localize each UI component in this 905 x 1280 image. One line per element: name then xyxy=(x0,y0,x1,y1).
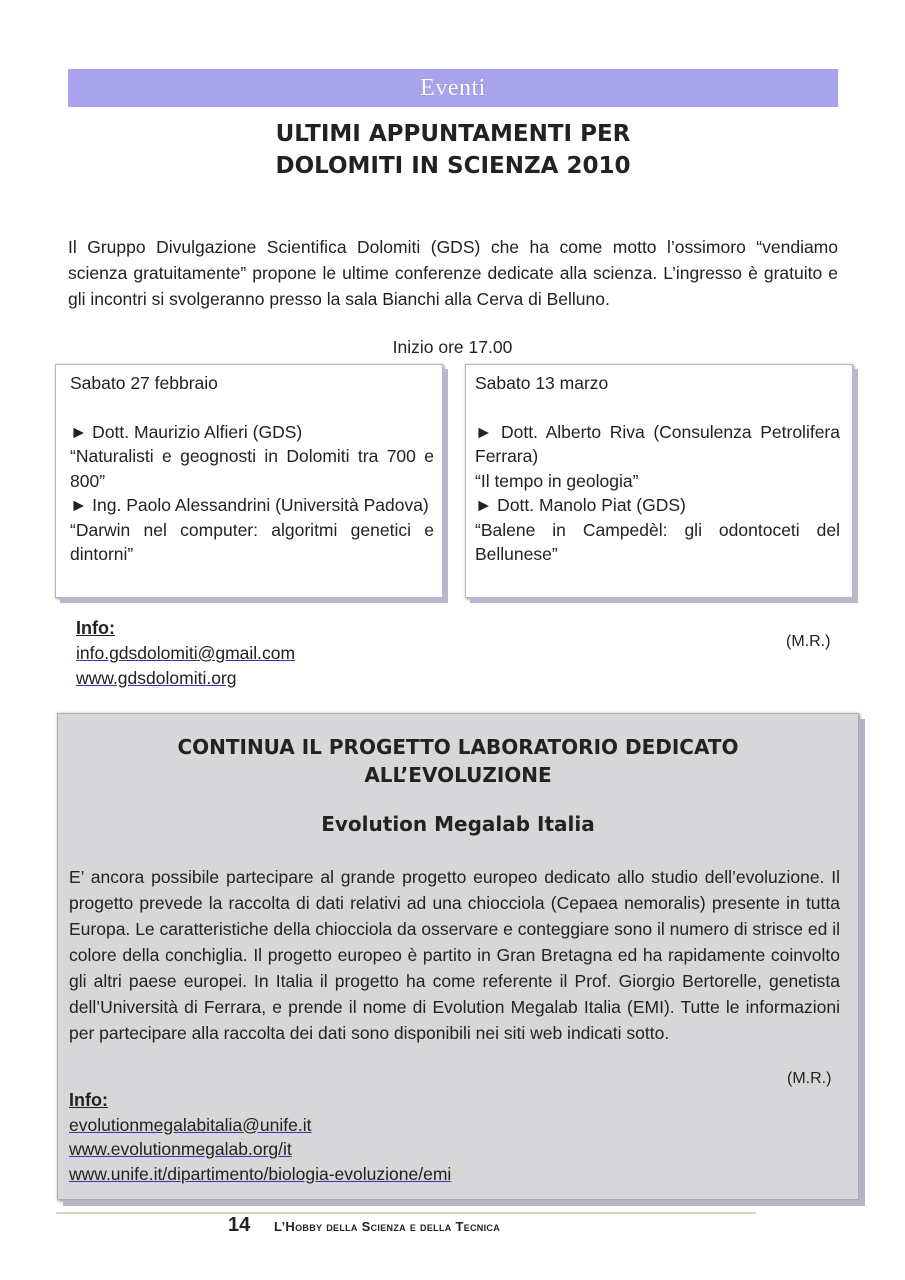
talk-title: “Balene in Campedèl: gli odontoceti del Bellunese” xyxy=(475,519,840,564)
megalab-website-link[interactable]: www.evolutionmegalab.org/it xyxy=(69,1139,292,1159)
talk-title: “Naturalisti e geognosti in Dolomiti tra 700 e 800” xyxy=(70,446,434,491)
box-info xyxy=(69,1088,451,1186)
megalab-box xyxy=(57,713,859,1200)
event-date: Sabato 13 marzo xyxy=(475,373,609,393)
event-date: Sabato 27 febbraio xyxy=(70,373,218,393)
box-title-line1: CONTINUA IL PROGETTO LABORATORIO DEDICATO xyxy=(177,735,739,759)
talk-speaker: ► Dott. Manolo Piat (GDS) xyxy=(475,495,686,515)
talk-title: “Darwin nel computer: algoritmi genetici e dintorni” xyxy=(70,519,434,564)
page-number: 14 xyxy=(228,1214,251,1236)
info-heading: Info: xyxy=(76,618,115,638)
article-title-line1: ULTIMI APPUNTAMENTI PER xyxy=(275,121,631,147)
box-title-line2: ALL’EVOLUZIONE xyxy=(364,763,552,787)
event-box-feb xyxy=(55,364,443,598)
talk-speaker: ► Dott. Alberto Riva (Consulenza Petrolifera Ferrara) xyxy=(475,421,840,466)
footer-rule xyxy=(56,1212,756,1214)
box-subtitle: Evolution Megalab Italia xyxy=(321,812,595,836)
box-signature: (M.R.) xyxy=(787,1070,832,1087)
start-time: Inizio ore 17.00 xyxy=(392,337,513,357)
info-email-link[interactable]: info.gdsdolomiti@gmail.com xyxy=(76,643,296,663)
event-box-mar xyxy=(465,364,853,598)
signature: (M.R.) xyxy=(786,633,831,650)
info-heading: Info: xyxy=(69,1090,108,1110)
talk-speaker: ► Dott. Maurizio Alfieri (GDS) xyxy=(70,421,303,442)
section-banner: Eventi xyxy=(68,69,838,107)
article-intro: Il Gruppo Divulgazione Scientifica Dolomiti (GDS) che ha come motto l’ossimoro “vendiamo scienza gratuitamente” propone le ultime conferenze dedicate alla scienza. L’ingresso è gratuito e gli incontri si svolgeranno presso la sala Bianchi alla Cerva di Belluno. xyxy=(68,237,838,309)
magazine-title: L’Hobby della Scienza e della Tecnica xyxy=(274,1219,500,1234)
info-section xyxy=(76,616,295,691)
info-website-link[interactable]: www.gdsdolomiti.org xyxy=(76,668,237,688)
megalab-email-link[interactable]: evolutionmegalabitalia@unife.it xyxy=(69,1114,312,1135)
article-title-line2: DOLOMITI IN SCIENZA 2010 xyxy=(275,153,631,179)
unife-website-link[interactable]: www.unife.it/dipartimento/biologia-evoluzione/emi xyxy=(69,1163,452,1184)
talk-speaker: ► Ing. Paolo Alessandrini (Università Padova) xyxy=(70,495,429,515)
talk-title: “Il tempo in geologia” xyxy=(475,470,639,491)
box-body: E’ ancora possibile partecipare al grande progetto europeo dedicato allo studio dell’evoluzione. Il progetto prevede la raccolta di dati relativi ad una chiocciola (Cepaea nemoralis) presente in tutta Europa. Le caratteristiche della chiocciola da osservare e conteggiare sono il numero di strisce ed il colore della conchiglia. Il progetto europeo è partito in Gran Bretagna ed ha rapidamente coinvolto gli altri paese europei. In Italia il progetto ha come referente il Prof. Giorgio Bertorelle, genetista dell’Università di Ferrara, e prende il nome di Evolution Megalab Italia (EMI). Tutte le informazioni per partecipare alla raccolta dei dati sono disponibili nei siti web indicati sotto. xyxy=(69,867,840,1043)
